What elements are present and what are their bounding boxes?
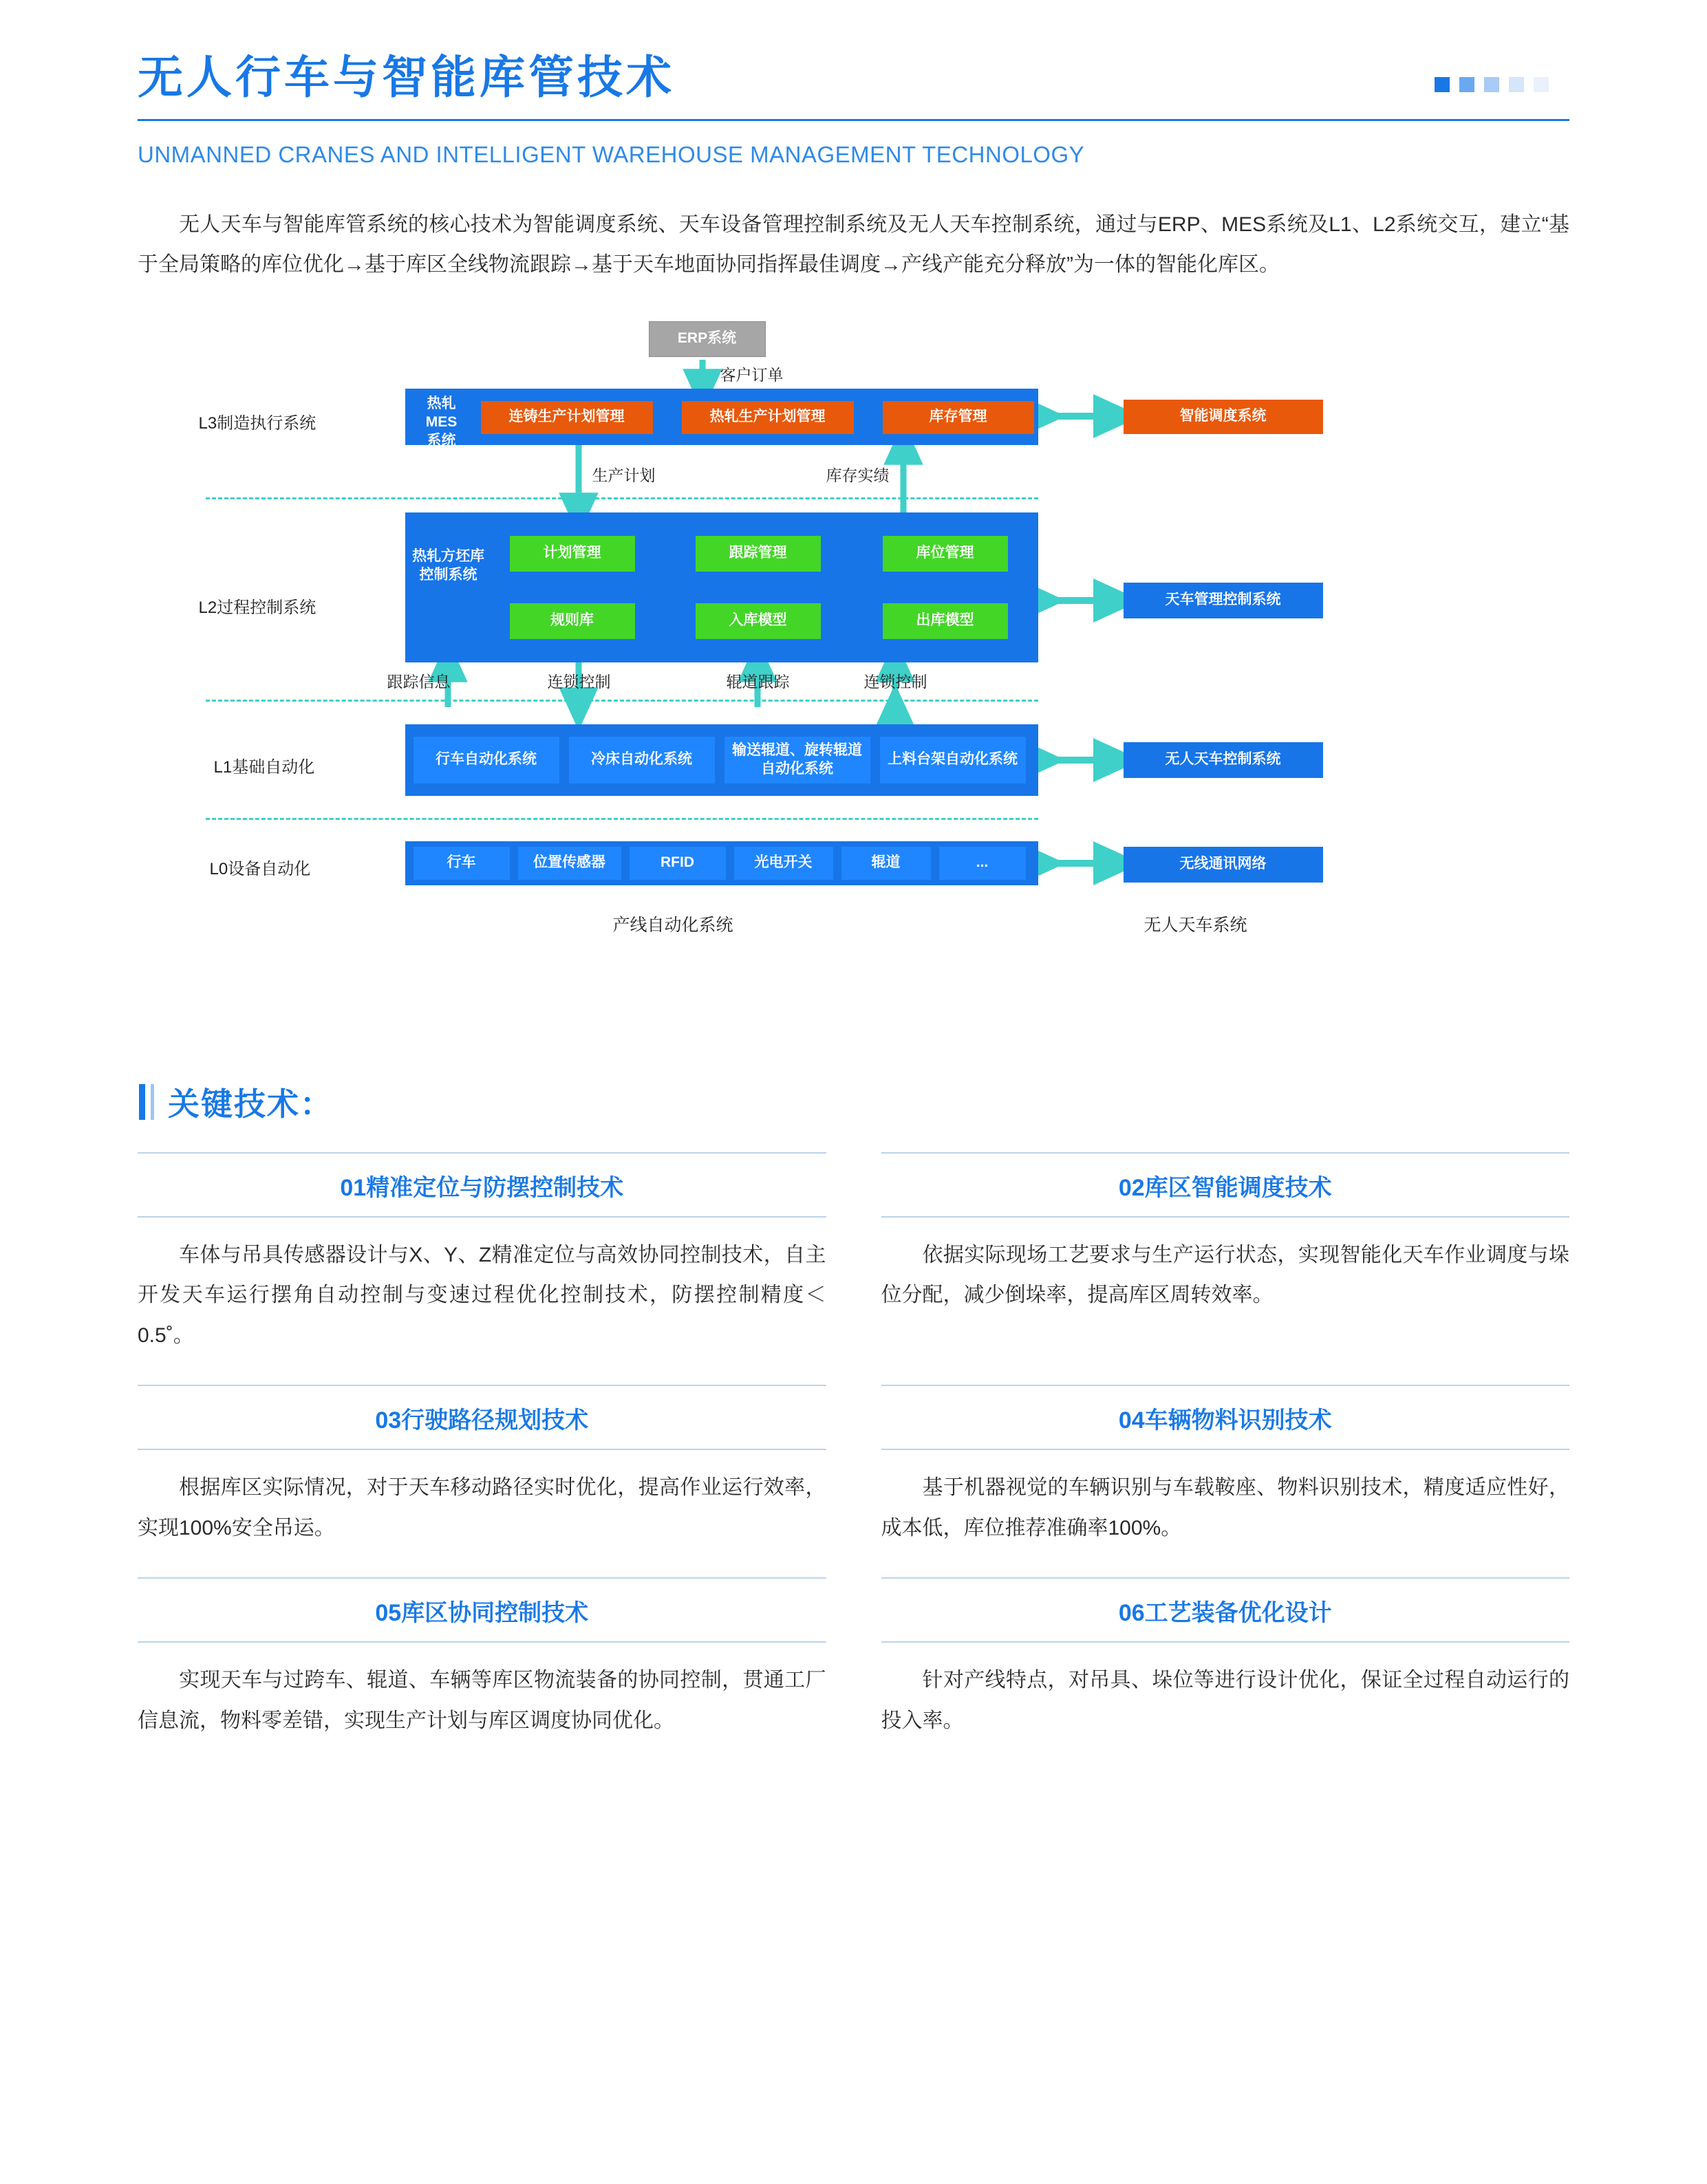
l1-box-4-label: 上料台架自动化系统 (888, 751, 1018, 768)
l0-box-6-label: ... (976, 854, 989, 871)
l2-side-label: 热轧方坯库控制系统 (412, 548, 484, 583)
level-label-l3: L3制造执行系统 (198, 413, 316, 433)
tech-card-04-title: 04车辆物料识别技术 (881, 1385, 1570, 1450)
l1-box-3-label: 输送辊道、旋转辊道自动化系统 (732, 742, 862, 777)
tech-card-01 (138, 1152, 826, 1385)
l3-box-3-label: 库存管理 (929, 409, 987, 425)
tech-card-04 (881, 1385, 1570, 1577)
l2-box-6-label: 出库模型 (916, 612, 974, 629)
tech-card-05 (138, 1577, 826, 1770)
level-label-l2: L2过程控制系统 (198, 598, 316, 617)
key-tech-grid (138, 1152, 1569, 1771)
l2-box-2-label: 跟踪管理 (729, 545, 787, 561)
l0-box-4-label: 光电开关 (754, 854, 813, 871)
level-label-l0: L0设备自动化 (209, 859, 311, 878)
l2-box-4 (510, 603, 635, 639)
architecture-diagram (138, 306, 1569, 1056)
deco-square-5 (1534, 77, 1549, 92)
l2-l1-label-2: 连锁控制 (547, 672, 611, 691)
tech-card-06 (881, 1577, 1570, 1770)
l2-box-5 (696, 603, 821, 639)
deco-square-3 (1484, 77, 1499, 92)
erp-arrow-label: 客户订单 (720, 365, 784, 384)
deco-square-4 (1509, 77, 1524, 92)
tech-card-02-title: 02库区智能调度技术 (881, 1152, 1570, 1218)
erp-label: ERP系统 (677, 330, 737, 347)
l3-l2-label-2: 库存实绩 (826, 466, 890, 484)
l1-box-3 (724, 737, 870, 783)
l2-right-box (1124, 583, 1323, 618)
page-subtitle: UNMANNED CRANES AND INTELLIGENT WAREHOUSE MANAGEMENT TECHNOLOGY (138, 141, 1085, 167)
tech-card-03 (138, 1385, 826, 1577)
l2-box-2 (696, 536, 821, 572)
l1-box-1-label: 行车自动化系统 (436, 751, 537, 768)
l1-box-4 (880, 737, 1026, 783)
divider-l1-l0 (206, 818, 1038, 820)
key-tech-heading (139, 1079, 1569, 1125)
tech-card-03-title: 03行驶路径规划技术 (138, 1385, 826, 1450)
l2-box-1 (510, 536, 635, 572)
l3-box-2-label: 热轧生产计划管理 (709, 409, 826, 425)
key-tech-bar-secondary (151, 1084, 154, 1120)
l2-box-6 (883, 603, 1008, 639)
l3-l2-label-1: 生产计划 (592, 466, 656, 484)
page-header (138, 0, 1569, 168)
page-title: 无人行车与智能库管技术 (138, 52, 675, 102)
l3-right-box-label: 智能调度系统 (1179, 408, 1267, 424)
l0-box-1 (414, 847, 510, 880)
deco-square-1 (1435, 77, 1450, 92)
l2-box-5-label: 入库模型 (729, 612, 787, 629)
title-divider (138, 119, 1569, 121)
l3-mes-label: 热轧 MES 系统 (425, 395, 458, 449)
l0-box-4 (734, 847, 833, 880)
l3-box-2 (682, 401, 854, 434)
tech-card-05-body: 实现天车与过跨车、辊道、车辆等库区物流装备的协同控制，贯通工厂信息流，物料零差错，实现生产计划与库区调度协同优化。 (138, 1669, 826, 1732)
l0-box-2 (518, 847, 621, 880)
l2-l1-label-4: 连锁控制 (863, 672, 927, 691)
l1-right-box (1124, 742, 1323, 778)
l3-box-3 (883, 401, 1034, 434)
l2-box-4-label: 规则库 (550, 612, 594, 629)
l0-right-box-label: 无线通讯网络 (1179, 856, 1267, 872)
key-tech-title: 关键技术： (168, 1085, 333, 1122)
tech-card-01-title: 01精准定位与防摆控制技术 (138, 1152, 826, 1218)
l2-box-1-label: 计划管理 (543, 545, 601, 561)
key-tech-bar-primary (139, 1084, 145, 1120)
l0-box-3-label: RFID (661, 854, 694, 871)
l3-box-1-label: 连铸生产计划管理 (508, 409, 625, 425)
l2-right-box-label: 天车管理控制系统 (1165, 592, 1281, 608)
l0-box-5-label: 辊道 (871, 854, 901, 871)
l2-panel (405, 512, 1038, 662)
l1-box-2-label: 冷床自动化系统 (591, 751, 692, 768)
tech-card-04-body: 基于机器视觉的车辆识别与车载鞍座、物料识别技术，精度适应性好，成本低，库位推荐准确率100%。 (881, 1476, 1569, 1539)
deco-square-2 (1459, 77, 1474, 92)
title-row (138, 52, 1569, 102)
l1-box-2 (569, 737, 715, 783)
divider-l3-l2 (206, 497, 1038, 499)
erp-box (649, 321, 766, 357)
l1-box-1 (414, 737, 559, 783)
l0-box-5 (841, 847, 931, 880)
caption-unmanned-crane: 无人天车系统 (1144, 915, 1247, 935)
l0-right-box (1124, 847, 1323, 883)
tech-card-01-body: 车体与吊具传感器设计与X、Y、Z精准定位与高效协同控制技术，自主开发天车运行摆角自动控制与变速过程优化控制技术，防摆控制精度＜0.5˚。 (138, 1243, 826, 1347)
l0-box-2-label: 位置传感器 (533, 854, 605, 871)
tech-card-03-body: 根据库区实际情况，对于天车移动路径实时优化，提高作业运行效率，实现100%安全吊运。 (138, 1476, 826, 1539)
dot-decoration (1435, 77, 1549, 92)
l0-box-1-label: 行车 (447, 854, 476, 871)
l2-l1-label-3: 辊道跟踪 (726, 672, 790, 691)
l3-right-box (1124, 400, 1323, 434)
level-label-l1: L1基础自动化 (213, 757, 315, 777)
tech-card-05-title: 05库区协同控制技术 (138, 1577, 826, 1643)
tech-card-06-body: 针对产线特点，对吊具、垛位等进行设计优化，保证全过程自动运行的投入率。 (881, 1669, 1569, 1732)
tech-card-02 (881, 1152, 1570, 1385)
divider-l2-l1 (206, 700, 1038, 702)
l2-box-3 (883, 536, 1008, 572)
intro-paragraph: 无人天车与智能库管系统的核心技术为智能调度系统、天车设备管理控制系统及无人天车控制系统，通过与ERP、MES系统及L1、L2系统交互，建立“基于全局策略的库位优化→基于库区全线物流跟踪→基于天车地面协同指挥最佳调度→产线产能充分释放”为一体的智能化库区。 (138, 213, 1569, 277)
caption-production-line: 产线自动化系统 (612, 915, 733, 935)
l0-box-3 (630, 847, 726, 880)
l1-right-box-label: 无人天车控制系统 (1165, 751, 1281, 768)
l0-box-6 (939, 847, 1026, 880)
tech-card-06-title: 06工艺装备优化设计 (881, 1577, 1570, 1643)
l2-l1-label-1: 跟踪信息 (387, 672, 451, 691)
l3-box-1 (481, 401, 653, 434)
tech-card-02-body: 依据实际现场工艺要求与生产运行状态，实现智能化天车作业调度与垛位分配，减少倒垛率，提高库区周转效率。 (881, 1243, 1569, 1307)
l2-box-3-label: 库位管理 (916, 545, 974, 561)
